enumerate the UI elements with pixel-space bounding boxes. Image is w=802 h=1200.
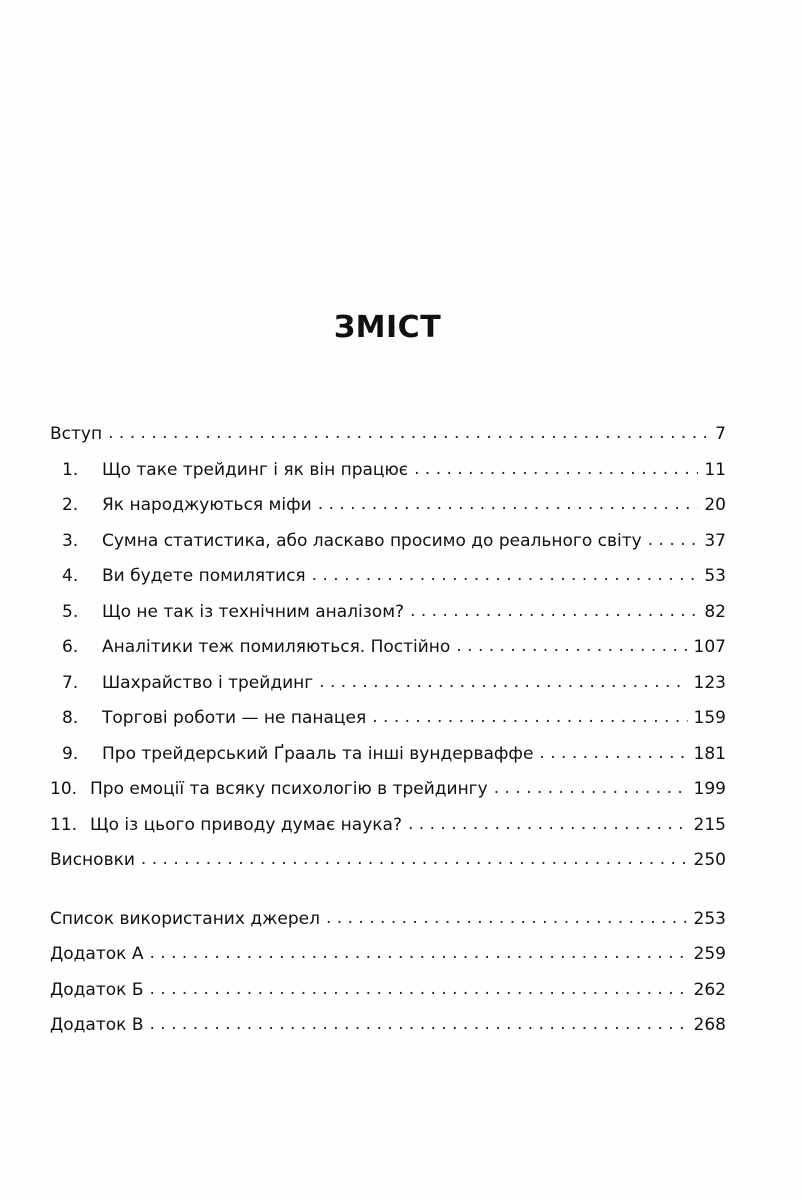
toc-entry-page: 250	[693, 850, 726, 870]
toc-entry-label: Про трейдерський Ґрааль та інші вундерваффе	[102, 743, 534, 764]
toc-entry-appendix-a[interactable]	[50, 944, 726, 980]
toc-entry-label: Додаток Б	[50, 979, 144, 1000]
toc-entry-chapter-11[interactable]	[50, 815, 726, 851]
toc-entry-label: Висновки	[50, 850, 135, 870]
toc-entry-label: Сумна статистика, або ласкаво просимо до реального світу	[102, 530, 642, 551]
toc-entry-label: Вступ	[50, 424, 103, 444]
dot-leader	[494, 778, 688, 798]
toc-entry-chapter-4[interactable]	[50, 566, 726, 602]
toc-entry-chapter-3[interactable]	[50, 531, 726, 567]
toc-entry-label: Аналітики теж помиляються. Постійно	[102, 637, 451, 657]
dot-leader	[408, 814, 688, 834]
toc-entry-number: 11.	[50, 814, 78, 835]
toc-entry-label: Як народжуються міфи	[102, 495, 312, 515]
toc-entry-label: Торгові роботи — не панацея	[102, 708, 367, 728]
page-title: ЗМІСТ	[333, 310, 442, 345]
dot-leader	[456, 636, 687, 656]
toc-entry-page: 7	[715, 424, 726, 444]
toc-entry-number: 3.	[62, 530, 79, 551]
toc-entry-number: 8.	[62, 708, 79, 728]
toc-entry-page: 215	[693, 814, 726, 835]
toc-entry-page: 53	[704, 566, 726, 586]
toc-entry-number: 10.	[50, 779, 78, 799]
toc-entry-number: 7.	[62, 672, 79, 693]
toc-entry-page: 181	[693, 743, 726, 764]
toc-entry-page: 82	[704, 601, 726, 622]
toc-entry-label: Додаток В	[50, 1015, 144, 1035]
toc-entry-page: 159	[693, 708, 726, 728]
dot-leader	[414, 459, 698, 479]
dot-leader	[319, 672, 687, 692]
toc-group-appendices	[50, 909, 726, 1051]
toc-entry-conclusions[interactable]	[50, 850, 726, 886]
toc-entry-page: 107	[693, 637, 726, 657]
toc-entry-number: 2.	[62, 495, 79, 515]
toc-entry-page: 199	[693, 779, 726, 799]
toc-entry-number: 4.	[62, 566, 79, 586]
toc-entry-intro[interactable]	[50, 424, 726, 460]
toc-entry-label: Ви будете помилятися	[102, 566, 306, 586]
toc-entry-chapter-1[interactable]	[50, 460, 726, 496]
dot-leader	[326, 908, 688, 928]
toc-entry-number: 5.	[62, 601, 79, 622]
dot-leader	[312, 565, 699, 585]
toc-entry-page: 123	[693, 672, 726, 693]
toc-entry-number: 1.	[62, 459, 79, 480]
toc-entry-label: Список використаних джерел	[50, 908, 320, 929]
dot-leader	[410, 601, 698, 621]
dot-leader	[539, 743, 687, 763]
toc-entry-chapter-6[interactable]	[50, 637, 726, 673]
toc-entry-number: 6.	[62, 637, 79, 657]
dot-leader	[149, 943, 687, 963]
toc-entry-label: Додаток А	[50, 944, 144, 964]
toc-entry-page: 20	[704, 495, 726, 515]
toc-entry-appendix-v[interactable]	[50, 1015, 726, 1051]
toc-entry-chapter-7[interactable]	[50, 673, 726, 709]
toc-entry-label: Про емоції та всяку психологію в трейдингу	[90, 779, 488, 799]
toc-entry-page: 262	[693, 979, 726, 1000]
toc-entry-appendix-b[interactable]	[50, 980, 726, 1016]
toc-entry-label: Що із цього приводу думає наука?	[90, 814, 402, 835]
dot-leader	[108, 423, 709, 443]
dot-leader	[150, 1014, 688, 1034]
toc-entry-chapter-5[interactable]	[50, 602, 726, 638]
toc-entry-label: Що таке трейдинг і як він працює	[102, 459, 409, 480]
toc-entry-chapter-8[interactable]	[50, 708, 726, 744]
dot-leader	[648, 530, 699, 550]
dot-leader	[372, 707, 687, 727]
toc-entry-chapter-2[interactable]	[50, 495, 726, 531]
toc-group-main	[50, 424, 726, 886]
toc-entry-page: 259	[693, 944, 726, 964]
toc-entry-references[interactable]	[50, 909, 726, 945]
toc-entry-page: 268	[693, 1015, 726, 1035]
toc-entry-chapter-10[interactable]	[50, 779, 726, 815]
toc-entry-page: 11	[704, 459, 726, 480]
toc-entry-chapter-9[interactable]	[50, 744, 726, 780]
toc-entry-page: 37	[704, 530, 726, 551]
dot-leader	[150, 979, 688, 999]
toc-entry-page: 253	[693, 908, 726, 929]
dot-leader	[318, 494, 699, 514]
dot-leader	[141, 849, 688, 869]
toc-entry-number: 9.	[62, 743, 79, 764]
toc-entry-label: Шахрайство і трейдинг	[102, 672, 314, 693]
toc-entry-label: Що не так із технічним аналізом?	[102, 601, 405, 622]
table-of-contents	[50, 424, 726, 1051]
